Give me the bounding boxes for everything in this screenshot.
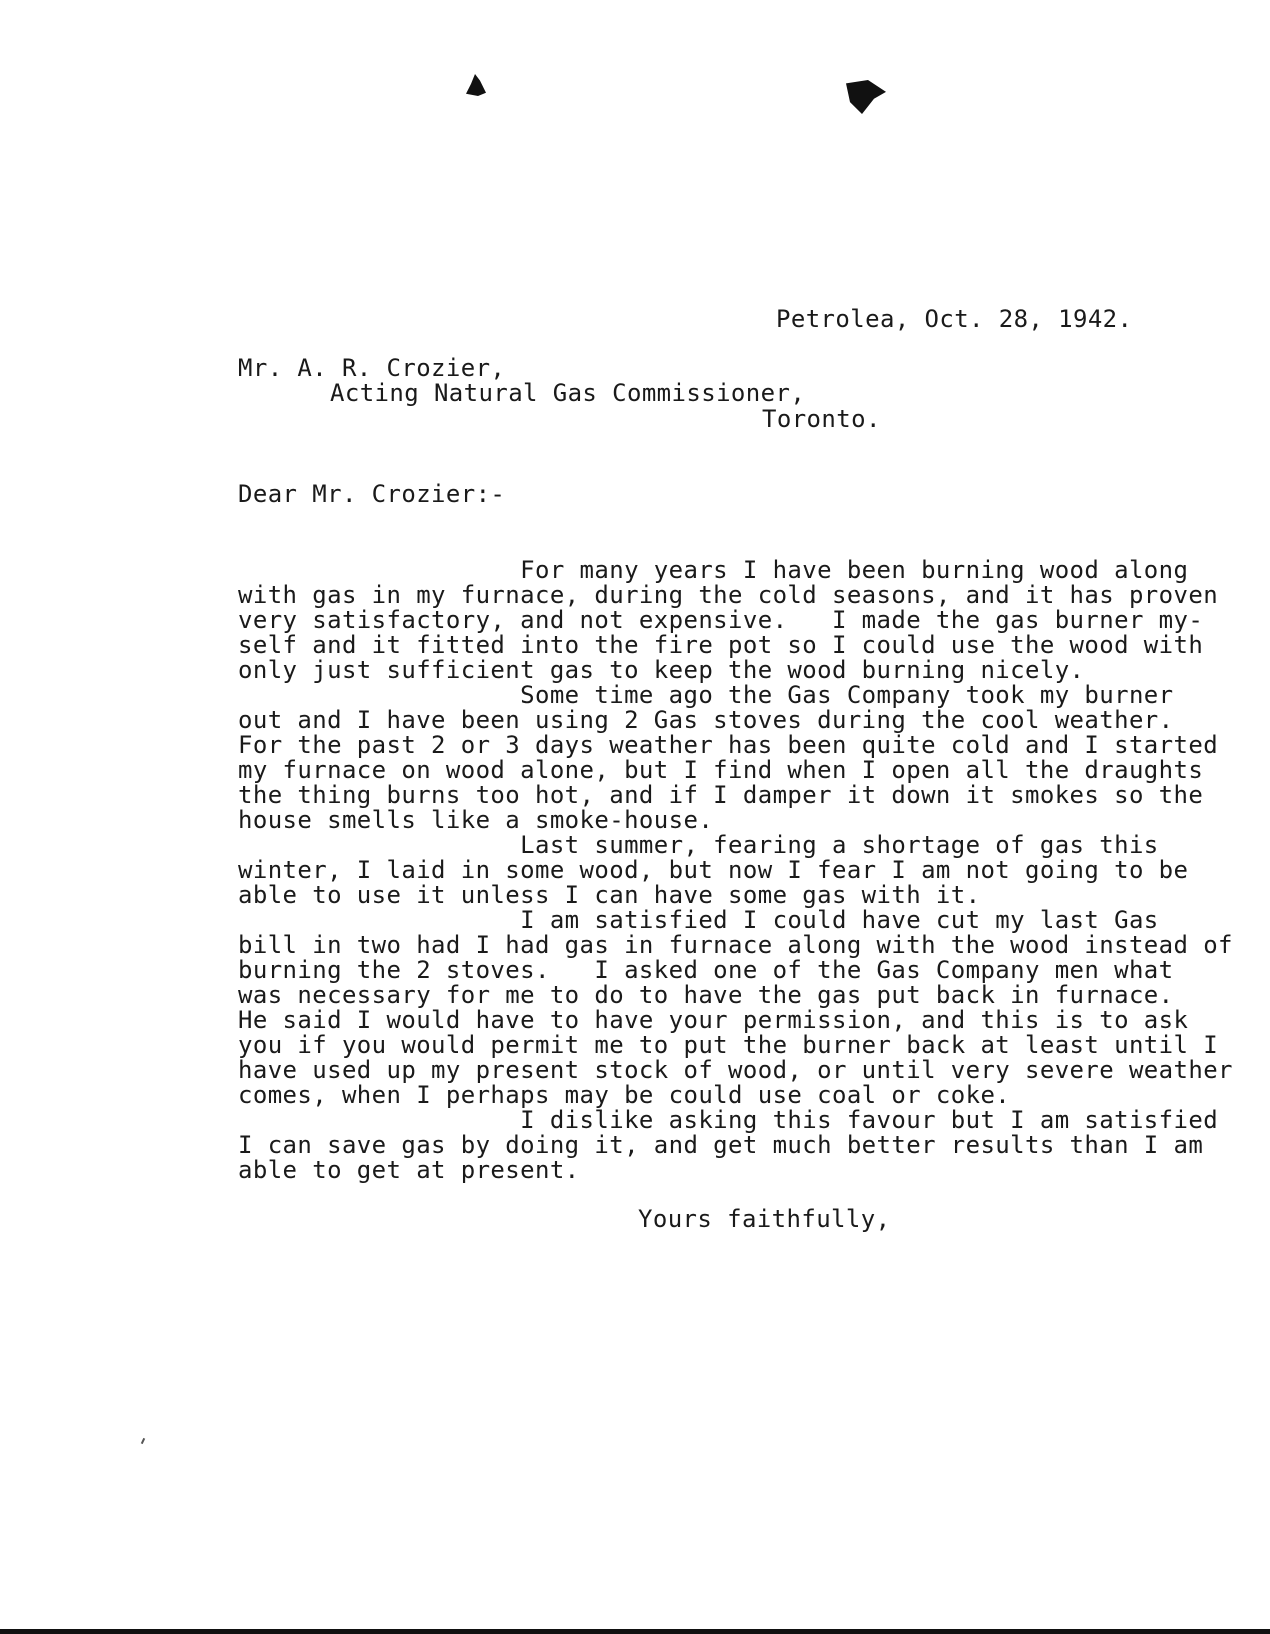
body-line: was necessary for me to do to have the gas put back in furnace. — [238, 981, 1174, 1009]
letter-body — [238, 558, 1238, 1183]
body-line: able to use it unless I can have some gas with it. — [238, 881, 981, 909]
body-line: with gas in my furnace, during the cold seasons, and it has proven — [238, 581, 1219, 609]
body-line: For the past 2 or 3 days weather has been quite cold and I started — [238, 731, 1219, 759]
body-line: you if you would permit me to put the burner back at least until I — [238, 1031, 1219, 1059]
body-line: bill in two had I had gas in furnace along with the wood instead of — [238, 931, 1233, 959]
body-line: have used up my present stock of wood, or until very severe weather — [238, 1056, 1233, 1084]
letter-date: Petrolea, Oct. 28, 1942. — [776, 305, 1133, 333]
body-line: Some time ago the Gas Company took my burner — [238, 681, 1174, 709]
recipient-city: Toronto. — [762, 405, 881, 433]
recipient-name: Mr. A. R. Crozier, — [238, 354, 506, 382]
body-line: very satisfactory, and not expensive. I made the gas burner my- — [238, 606, 1204, 634]
body-line: house smells like a smoke-house. — [238, 806, 714, 834]
body-line: I can save gas by doing it, and get much better results than I am — [238, 1131, 1204, 1159]
ink-blot — [466, 74, 486, 96]
body-line: For many years I have been burning wood along — [238, 556, 1189, 584]
body-line: winter, I laid in some wood, but now I fear I am not going to be — [238, 856, 1189, 884]
body-line: burning the 2 stoves. I asked one of the Gas Company men what — [238, 956, 1174, 984]
body-line: comes, when I perhaps may be could use coal or coke. — [238, 1081, 1011, 1109]
body-line: able to get at present. — [238, 1156, 580, 1184]
body-line: out and I have been using 2 Gas stoves during the cool weather. — [238, 706, 1174, 734]
body-line: He said I would have to have your permission, and this is to ask — [238, 1006, 1189, 1034]
ink-blot — [846, 80, 886, 114]
body-line: only just sufficient gas to keep the wood burning nicely. — [238, 656, 1085, 684]
ink-speck — [141, 1438, 145, 1444]
salutation: Dear Mr. Crozier:- — [238, 480, 506, 508]
body-line: self and it fitted into the fire pot so I could use the wood with — [238, 631, 1204, 659]
closing: Yours faithfully, — [638, 1205, 891, 1233]
body-line: I am satisfied I could have cut my last Gas — [238, 906, 1159, 934]
scan-edge — [0, 1629, 1270, 1634]
body-line: the thing burns too hot, and if I damper it down it smokes so the — [238, 781, 1204, 809]
body-line: Last summer, fearing a shortage of gas this — [238, 831, 1159, 859]
recipient-title: Acting Natural Gas Commissioner, — [330, 379, 806, 407]
body-line: my furnace on wood alone, but I find when I open all the draughts — [238, 756, 1204, 784]
body-line: I dislike asking this favour but I am satisfied — [238, 1106, 1219, 1134]
